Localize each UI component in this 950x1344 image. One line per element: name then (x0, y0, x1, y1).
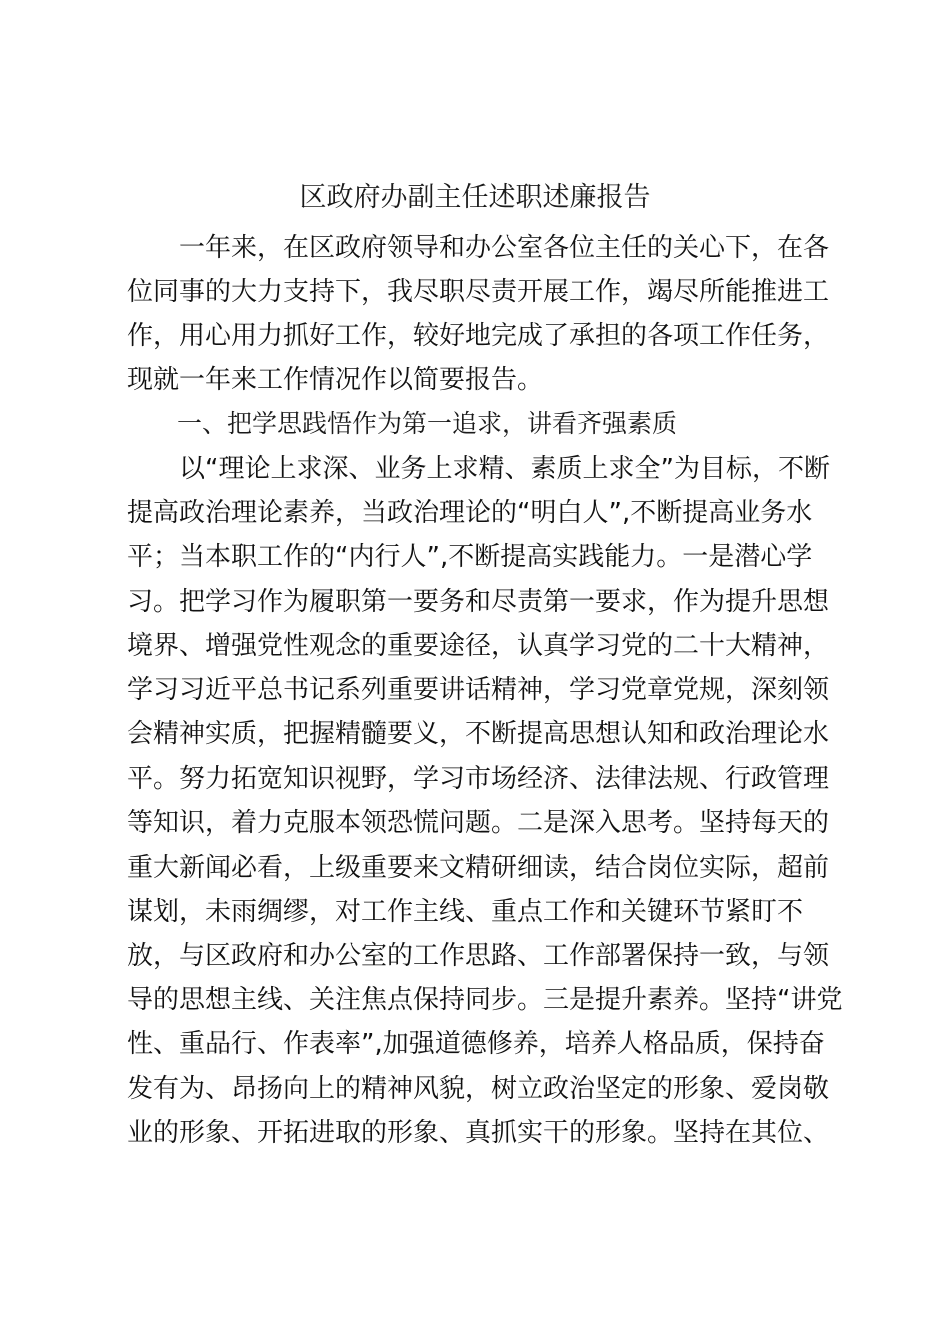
document-title: 区政府办副主任述职述廉报告 (299, 182, 651, 213)
body-line-19: 性、重品行、作表率”,加强道德修养，培养人格品质，保持奋 (127, 1029, 825, 1059)
body-line-21: 业的形象、开拓进取的形象、真抓实干的形象。坚持在其位、 (127, 1118, 830, 1148)
body-line-17: 放，与区政府和办公室的工作思路、工作部署保持一致，与领 (127, 941, 830, 971)
body-line-15: 重大新闻必看，上级重要来文精研细读，结合岗位实际，超前 (127, 853, 830, 883)
body-line-16: 谋划，未雨绸缪，对工作主线、重点工作和关键环节紧盯不 (127, 897, 804, 927)
body-line-2: 位同事的大力支持下，我尽职尽责开展工作，竭尽所能推进工 (127, 277, 830, 307)
body-line-4: 现就一年来工作情况作以简要报告。 (127, 365, 544, 395)
body-line-10: 境界、增强党性观念的重要途径，认真学习党的二十大精神， (127, 631, 830, 661)
body-line-6: 以“理论上求深、业务上求精、素质上求全”为目标，不断 (127, 454, 830, 484)
body-line-8: 平；当本职工作的“内行人”,不断提高实践能力。一是潜心学 (127, 542, 813, 572)
body-line-12: 会精神实质，把握精髓要义，不断提高思想认知和政治理论水 (127, 719, 830, 749)
body-line-11: 学习习近平总书记系列重要讲话精神，学习党章党规，深刻领 (127, 675, 830, 705)
body-line-3: 作，用心用力抓好工作，较好地完成了承担的各项工作任务， (127, 321, 830, 351)
body-line-13: 平。努力拓宽知识视野，学习市场经济、法律法规、行政管理 (127, 764, 830, 794)
body-line-9: 习。把学习作为履职第一要务和尽责第一要求，作为提升思想 (127, 587, 830, 617)
body-line-20: 发有为、昂扬向上的精神风貌，树立政治坚定的形象、爱岗敬 (127, 1074, 830, 1104)
section-heading-1: 一、把学思践悟作为第一追求，讲看齐强素质 (127, 409, 678, 438)
body-line-14: 等知识，着力克服本领恐慌问题。二是深入思考。坚持每天的 (127, 808, 830, 838)
body-line-7: 提高政治理论素养，当政治理论的“明白人”,不断提高业务水 (127, 498, 813, 528)
body-line-1: 一年来，在区政府领导和办公室各位主任的关心下，在各 (127, 233, 830, 263)
body-line-18: 导的思想主线、关注焦点保持同步。三是提升素养。坚持“讲党 (127, 985, 843, 1015)
